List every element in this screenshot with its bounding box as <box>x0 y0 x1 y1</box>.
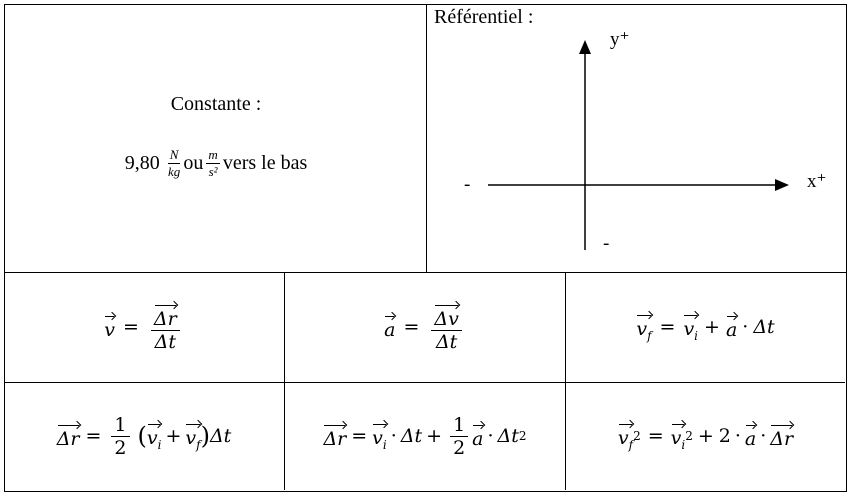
equals-sign: = <box>123 316 139 338</box>
delta-t: Δt <box>753 315 775 338</box>
formula-displacement-average: Δr = $\frac{1}{2}$ ( $v_i$ + $v_f$ ) Δt <box>4 382 285 490</box>
equals-sign: = <box>351 425 368 447</box>
vf-vector: $v_f$ <box>618 421 633 452</box>
plus-sign: + <box>426 425 443 447</box>
dot-operator: · <box>742 315 749 338</box>
formula-velocity <box>4 272 285 382</box>
squared-exponent: 2 <box>633 428 641 443</box>
unit-kg: kg <box>167 164 181 179</box>
formula-final-velocity <box>566 272 845 382</box>
y-axis-label: y⁺ <box>610 29 630 50</box>
formula-velocity-squared <box>566 382 845 490</box>
formula-row-2 <box>4 382 845 490</box>
formula-grid <box>4 4 847 492</box>
equals-sign: = <box>403 316 420 338</box>
dot-operator: · <box>390 425 397 447</box>
v-vector: v <box>104 313 115 341</box>
vi-vector: $v_i$ <box>372 421 387 452</box>
or-text: ou <box>183 152 204 174</box>
x-axis-label: x⁺ <box>807 171 827 192</box>
vf-vector: $v_f$ <box>185 421 200 452</box>
neg-y-label: - <box>603 233 610 254</box>
dot-operator: · <box>760 424 767 447</box>
a-vector: a <box>726 313 737 341</box>
dot-operator: · <box>487 425 494 447</box>
vf-vector: $v_f$ <box>636 312 651 343</box>
vi-vector: $v_i$ <box>683 312 698 343</box>
squared-exponent: 2 <box>685 428 693 443</box>
delta-v-over-delta-t <box>431 302 461 353</box>
direction-text: vers le bas <box>222 152 308 174</box>
delta-r-over-delta-t <box>151 302 180 353</box>
plus-sign: + <box>165 425 182 447</box>
delta-t: Δt <box>497 425 519 447</box>
coefficient-two: 2 <box>718 424 731 447</box>
delta-r-vector: Δr <box>770 422 793 450</box>
constant-value: 9,80 <box>124 152 160 174</box>
referential-title: Référentiel : <box>434 6 534 28</box>
formula-acceleration <box>285 272 566 382</box>
a-vector: a <box>472 422 483 450</box>
delta-v-vector: Δv <box>434 302 458 330</box>
dot-operator: · <box>734 424 741 447</box>
delta-r-vector: Δr <box>57 422 80 450</box>
delta-t: Δt <box>400 425 423 447</box>
unit-n: N <box>169 147 179 162</box>
formula-displacement-acceleration <box>285 382 566 490</box>
squared-exponent: 2 <box>518 429 527 443</box>
unit-s2: s² <box>208 164 218 179</box>
a-vector: a <box>745 422 756 450</box>
a-vector: a <box>384 313 395 341</box>
neg-x-label: - <box>464 174 471 195</box>
vi-vector: $v_i$ <box>671 421 686 452</box>
one-half: $\frac{1}{2}$ <box>111 414 129 459</box>
delta-t: Δt <box>435 330 458 353</box>
delta-r-vector: Δr <box>154 302 177 330</box>
equals-sign: = <box>85 425 102 447</box>
formula-row-1 <box>4 272 845 383</box>
one-half: $\frac{1}{2}$ <box>450 414 468 459</box>
equals-sign: = <box>647 424 664 447</box>
plus-sign: + <box>697 424 714 447</box>
delta-r-vector: Δr <box>323 422 346 450</box>
unit-m: m <box>208 147 218 162</box>
vi-vector: $v_i$ <box>147 421 162 452</box>
plus-sign: + <box>704 315 720 338</box>
constant-title: Constante : <box>170 93 262 115</box>
equals-sign: = <box>659 315 676 338</box>
delta-t: Δt <box>154 330 176 353</box>
delta-t: Δt <box>209 425 232 447</box>
